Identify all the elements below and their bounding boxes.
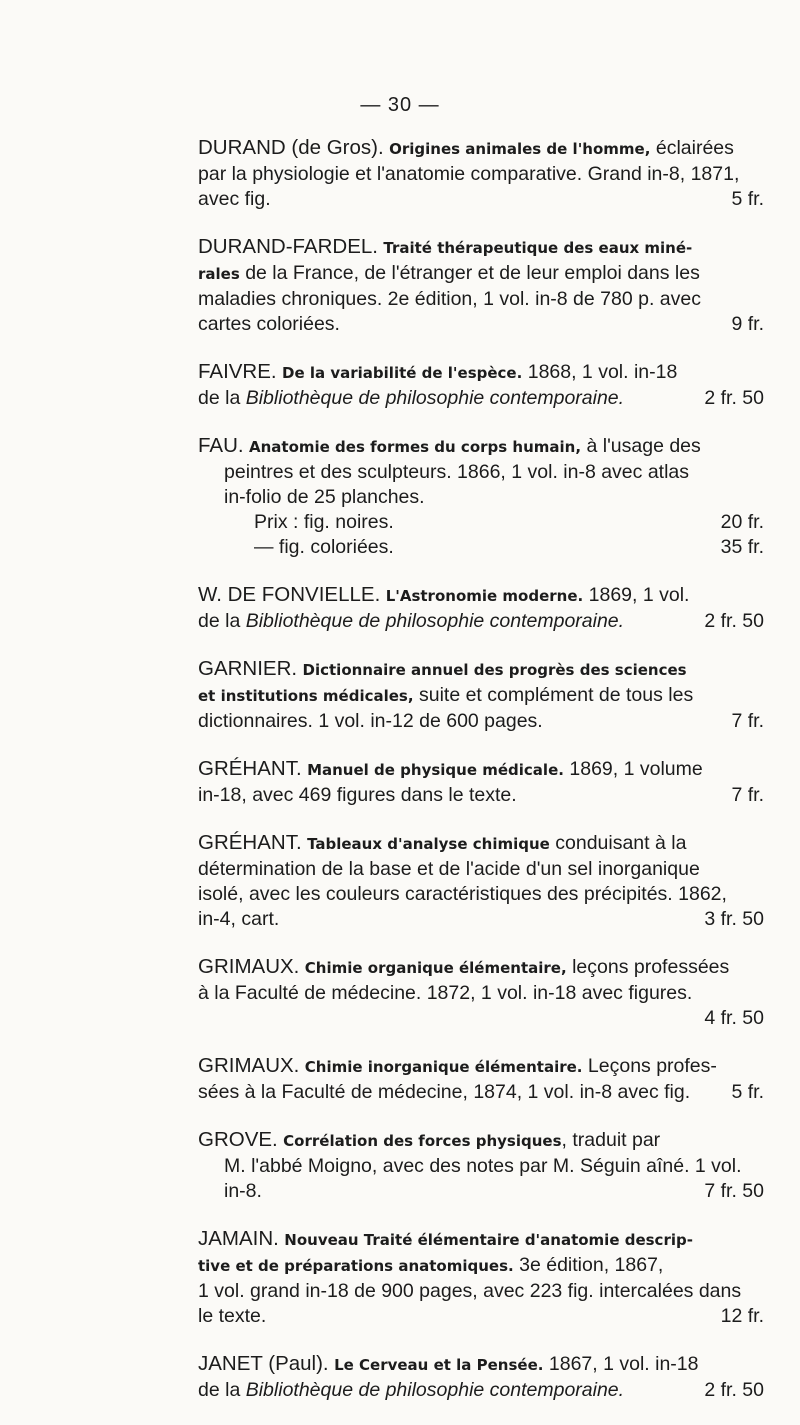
series-name: Bibliothèque de philosophie contemporaine. [245, 610, 625, 632]
book-title: Nouveau Traité élémentaire d'anatomie descrip- [284, 1231, 693, 1249]
catalog-entry: GRIMAUX. Chimie inorganique élémentaire. Leçons profes- sées à la Faculté de médecine, 1874, 1 vol. in-8 avec fig. 5 fr. [198, 1054, 764, 1103]
author: GARNIER. [198, 657, 298, 680]
catalog-entry: GRÉHANT. Tableaux d'analyse chimique conduisant à la détermination de la base et de l'acide d'un sel inorganique isolé, avec les couleurs caractéristiques des précipités. 1862, in-4, cart. 3 fr. 50 [198, 831, 764, 930]
price: 2 fr. 50 [704, 1379, 764, 1401]
price: 7 fr. 50 [704, 1180, 764, 1202]
catalog-entry: JAMAIN. Nouveau Traité élémentaire d'anatomie descrip- tive et de préparations anatomiques. 3e édition, 1867, 1 vol. grand in-18 de 900 pages, avec 223 fig. intercalées dans le texte. 12 fr. [198, 1227, 764, 1327]
book-title: Chimie inorganique élémentaire. [304, 1058, 583, 1076]
series-name: Bibliothèque de philosophie contemporaine. [245, 1379, 625, 1401]
author: FAU. [198, 434, 244, 457]
catalog-entry: DURAND-FARDEL. Traité thérapeutique des eaux miné- rales de la France, de l'étranger et de leur emploi dans les maladies chroniques. 2e édition, 1 vol. in-8 de 780 p. avec cartes coloriées. 9 fr. [198, 235, 764, 335]
price: 9 fr. [731, 313, 764, 335]
author: JANET (Paul). [198, 1352, 329, 1375]
series-name: Bibliothèque de philosophie contemporaine. [245, 387, 625, 409]
book-title: Traité thérapeutique des eaux miné- [383, 239, 693, 257]
book-title: Tableaux d'analyse chimique [307, 835, 550, 853]
price: 12 fr. [720, 1305, 764, 1327]
catalog-entry: GROVE. Corrélation des forces physiques, traduit par M. l'abbé Moigno, avec des notes par M. Séguin aîné. 1 vol. in-8. 7 fr. 50 [198, 1128, 764, 1202]
price: 5 fr. [731, 1081, 764, 1103]
author: JAMAIN. [198, 1227, 279, 1250]
catalog-entry: GARNIER. Dictionnaire annuel des progrès des sciences et institutions médicales, suite et complément de tous les dictionnaires. 1 vol. in-12 de 600 pages. 7 fr. [198, 657, 764, 732]
catalog-entry: DURAND (de Gros). Origines animales de l'homme, éclairées par la physiologie et l'anatomie comparative. Grand in-8, 1871, avec fig. 5 fr. [198, 136, 764, 210]
book-title: Dictionnaire annuel des progrès des sciences [302, 661, 687, 679]
author: DURAND-FARDEL. [198, 235, 378, 258]
price: 7 fr. [731, 784, 764, 806]
price-row: — fig. coloriées. 35 fr. [254, 536, 764, 558]
book-title: Le Cerveau et la Pensée. [334, 1356, 544, 1374]
price: 35 fr. [720, 536, 764, 558]
book-title: Corrélation des forces physiques [283, 1132, 562, 1150]
catalog-entry: JANET (Paul). Le Cerveau et la Pensée. 1867, 1 vol. in-18 de la Bibliothèque de philosophie contemporaine. 2 fr. 50 [198, 1352, 764, 1401]
book-title: L'Astronomie moderne. [385, 587, 584, 605]
price: 20 fr. [720, 511, 764, 533]
catalog-entry: GRIMAUX. Chimie organique élémentaire, leçons professées à la Faculté de médecine. 1872, 1 vol. in-18 avec figures. 4 fr. 50 [198, 955, 764, 1029]
price: 4 fr. 50 [704, 1007, 764, 1029]
catalog-entry: FAU. Anatomie des formes du corps humain, à l'usage des peintres et des sculpteurs. 1866, 1 vol. in-8 avec atlas in-folio de 25 planches. Prix : fig. noires. 20 fr. — fig. coloriées. 35 fr. [198, 434, 764, 558]
price: 7 fr. [731, 710, 764, 732]
price: 2 fr. 50 [704, 387, 764, 409]
price-list [198, 510, 764, 560]
book-title: De la variabilité de l'espèce. [282, 364, 523, 382]
catalog-entries [198, 135, 764, 1425]
book-title: Chimie organique élémentaire, [304, 959, 567, 977]
book-title: Manuel de physique médicale. [307, 761, 564, 779]
catalog-entry: W. DE FONVIELLE. L'Astronomie moderne. 1869, 1 vol. de la Bibliothèque de philosophie contemporaine. 2 fr. 50 [198, 583, 764, 632]
author: GRÉHANT. [198, 831, 302, 854]
author: W. DE FONVIELLE. [198, 583, 381, 606]
page-number: — 30 — [360, 94, 440, 116]
catalog-entry: GRÉHANT. Manuel de physique médicale. 1869, 1 volume in-18, avec 469 figures dans le texte. 7 fr. [198, 757, 764, 806]
price: 3 fr. 50 [704, 908, 764, 930]
author: FAIVRE. [198, 360, 277, 383]
catalog-entry: FAIVRE. De la variabilité de l'espèce. 1868, 1 vol. in-18 de la Bibliothèque de philosophie contemporaine. 2 fr. 50 [198, 360, 764, 409]
author: DURAND (de Gros). [198, 136, 384, 159]
price: 2 fr. 50 [704, 610, 764, 632]
author: GROVE. [198, 1128, 278, 1151]
book-title: Anatomie des formes du corps humain, [249, 438, 582, 456]
book-title: Origines animales de l'homme, [389, 140, 651, 158]
price-row: Prix : fig. noires. 20 fr. [254, 511, 764, 533]
price: 5 fr. [731, 188, 764, 210]
author: GRÉHANT. [198, 757, 302, 780]
author: GRIMAUX. [198, 1054, 300, 1077]
author: GRIMAUX. [198, 955, 300, 978]
